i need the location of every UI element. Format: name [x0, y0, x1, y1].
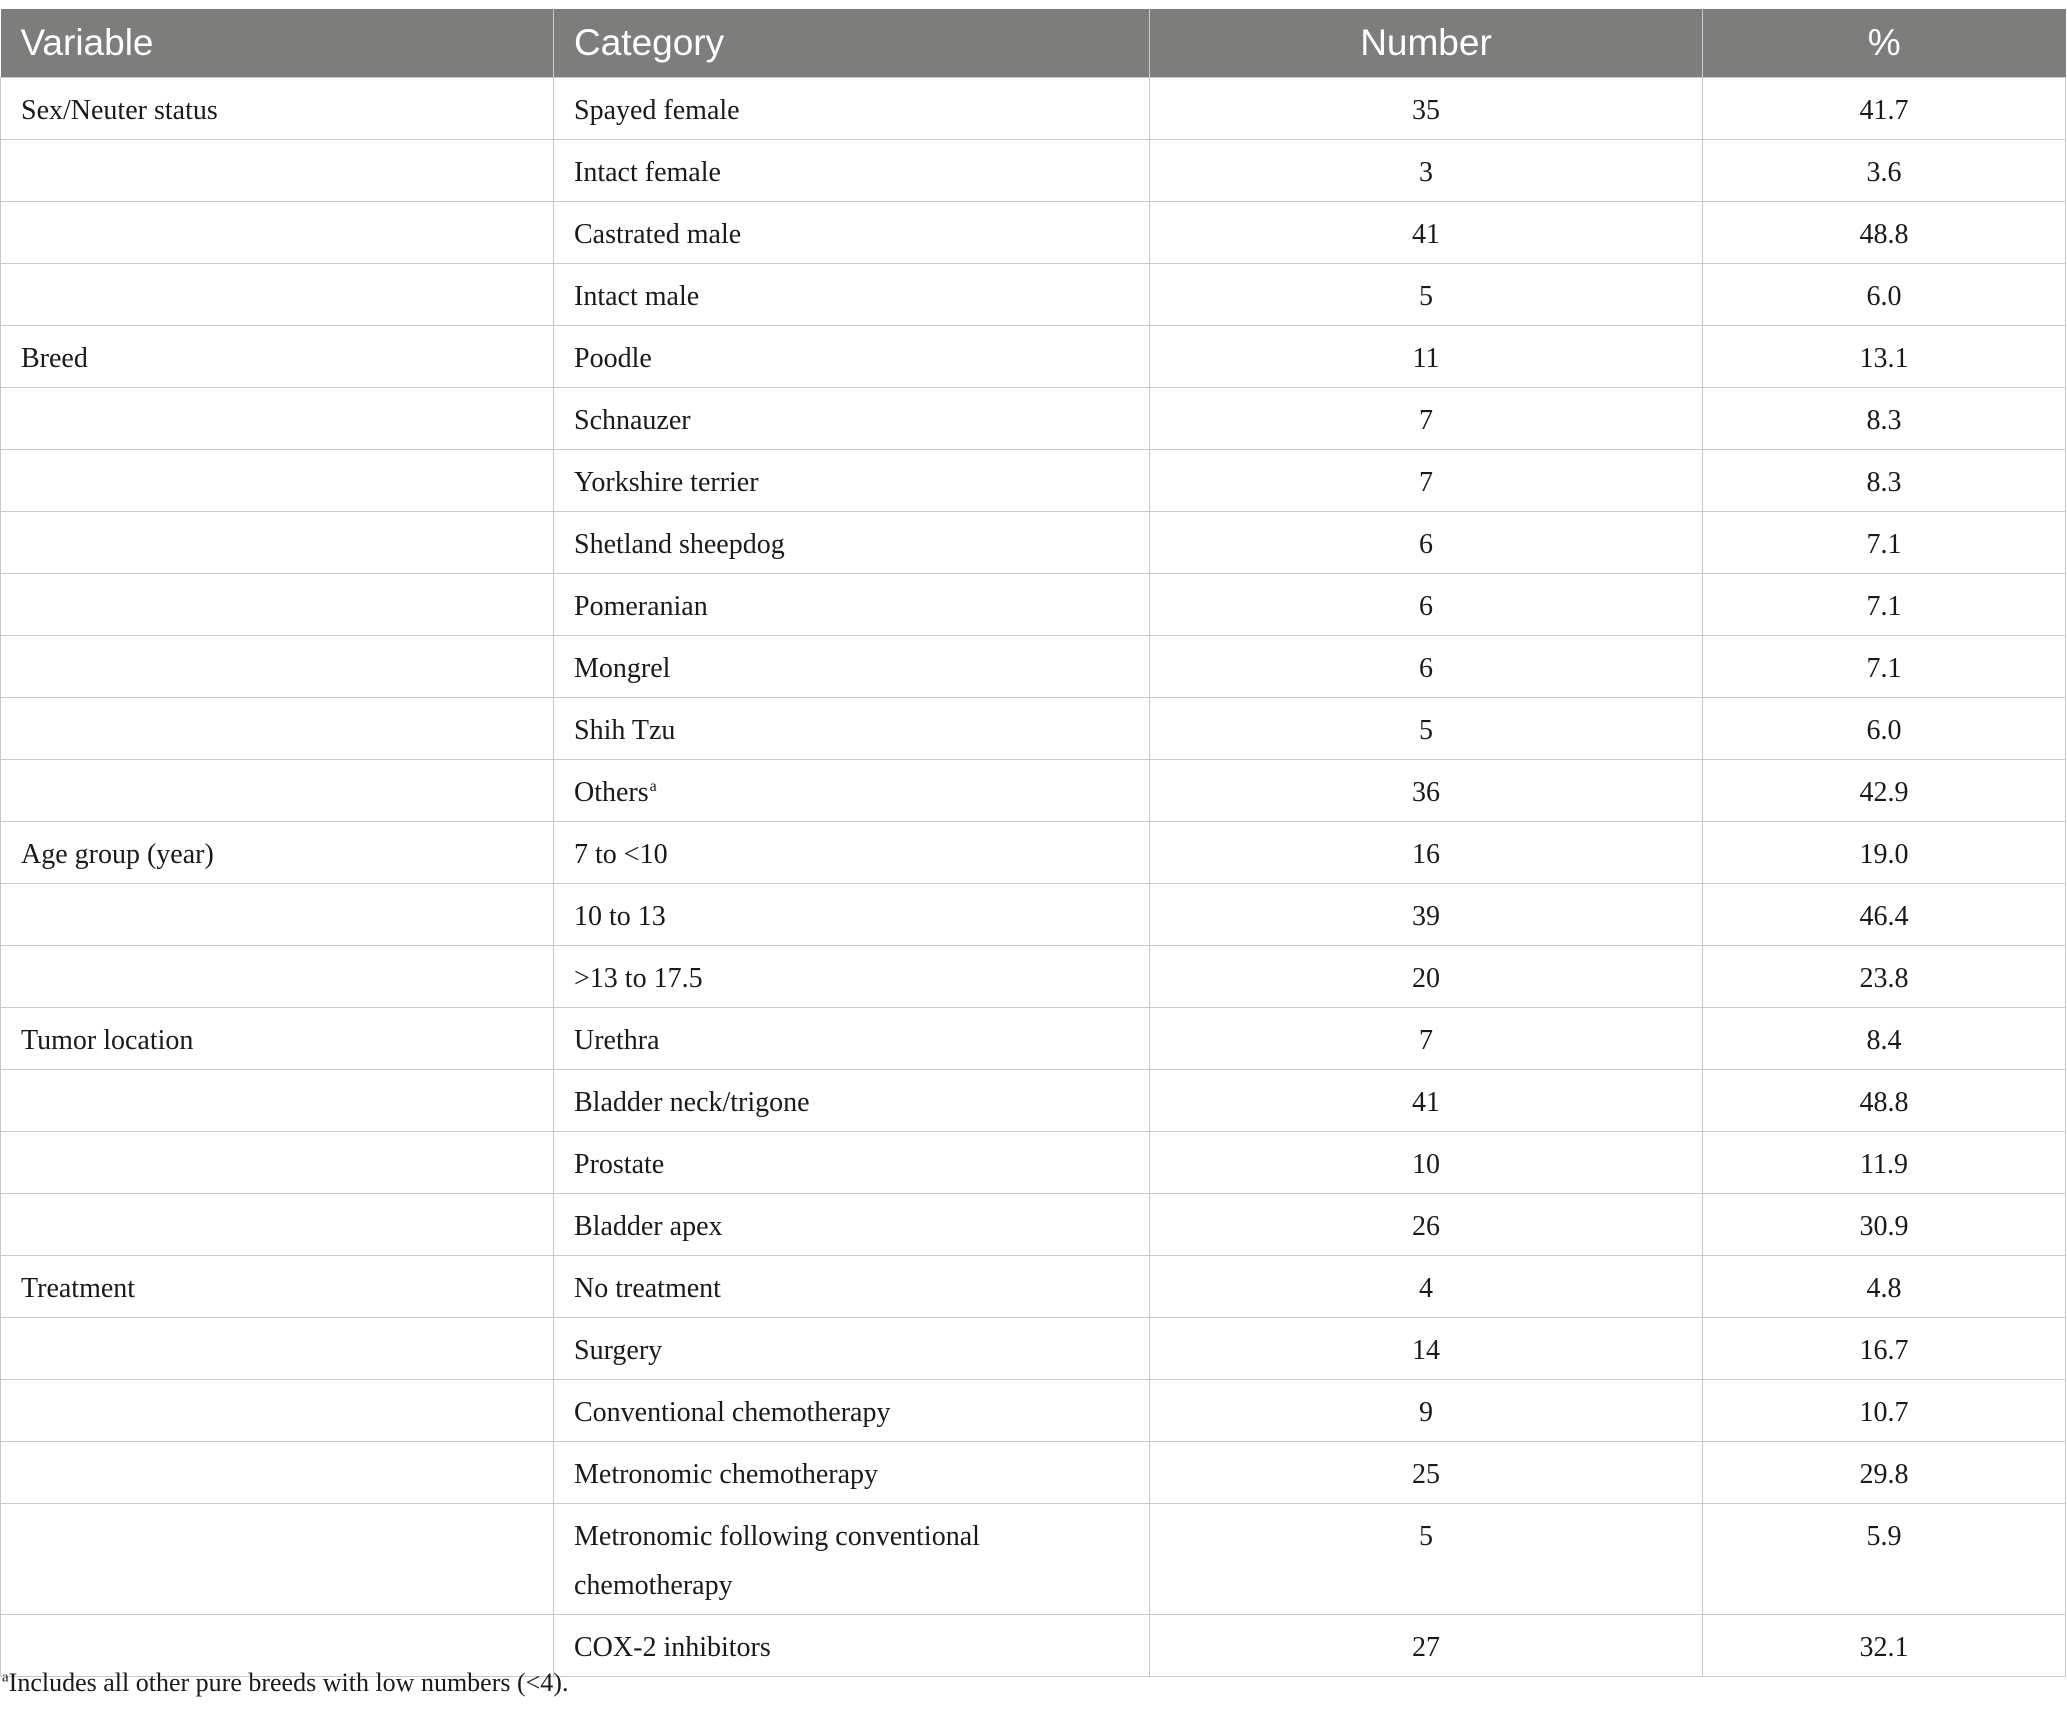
- cell-number: 25: [1150, 1442, 1703, 1504]
- table-body: [1, 78, 2066, 1677]
- cell-variable: [1, 202, 554, 264]
- cell-category-text: Yorkshire terrier: [574, 467, 759, 498]
- cell-number: 5: [1150, 698, 1703, 760]
- cell-number: 3: [1150, 140, 1703, 202]
- footnote-mark: a: [2, 1669, 9, 1686]
- cell-percent: 19.0: [1703, 822, 2066, 884]
- table-row: [1, 1380, 2066, 1442]
- cell-variable: [1, 450, 554, 512]
- table-row: [1, 1318, 2066, 1380]
- table-row: [1, 450, 2066, 512]
- cell-category-text: Shetland sheepdog: [574, 529, 785, 560]
- cell-percent: 32.1: [1703, 1615, 2066, 1677]
- cell-category-text: Prostate: [574, 1149, 665, 1180]
- cell-percent: 29.8: [1703, 1442, 2066, 1504]
- cell-variable: Treatment: [1, 1256, 554, 1318]
- cell-percent: 41.7: [1703, 78, 2066, 140]
- cell-number: 35: [1150, 78, 1703, 140]
- cell-category: [554, 1132, 1150, 1194]
- table-row: [1, 698, 2066, 760]
- table-row: [1, 1194, 2066, 1256]
- cell-percent: 8.3: [1703, 450, 2066, 512]
- cell-percent: 46.4: [1703, 884, 2066, 946]
- table-row: [1, 388, 2066, 450]
- cell-number: 7: [1150, 1008, 1703, 1070]
- cell-category-text: Intact female: [574, 157, 721, 188]
- table-row: [1, 822, 2066, 884]
- table-row: [1, 1008, 2066, 1070]
- cell-variable: [1, 884, 554, 946]
- cell-category-text: Surgery: [574, 1335, 663, 1366]
- cell-percent: 7.1: [1703, 636, 2066, 698]
- table-row: [1, 760, 2066, 822]
- cell-category-text: Spayed female: [574, 95, 740, 126]
- cell-percent: 48.8: [1703, 202, 2066, 264]
- cell-percent: 42.9: [1703, 760, 2066, 822]
- cell-category: [554, 1504, 1150, 1615]
- cell-percent: 13.1: [1703, 326, 2066, 388]
- cell-category: [554, 1008, 1150, 1070]
- cell-variable: Breed: [1, 326, 554, 388]
- cell-number: 39: [1150, 884, 1703, 946]
- cell-percent: 10.7: [1703, 1380, 2066, 1442]
- table-row: [1, 264, 2066, 326]
- cell-category: [554, 574, 1150, 636]
- header-percent: %: [1703, 9, 2066, 78]
- cell-category: [554, 698, 1150, 760]
- header-row: [1, 9, 2066, 78]
- cell-category: [554, 1615, 1150, 1677]
- cell-number: 4: [1150, 1256, 1703, 1318]
- table-row: [1, 574, 2066, 636]
- cell-category-text: Urethra: [574, 1025, 660, 1056]
- cell-variable: [1, 946, 554, 1008]
- cell-category-text: Pomeranian: [574, 591, 708, 622]
- cell-category-text: Mongrel: [574, 653, 671, 684]
- cell-category-text: Shih Tzu: [574, 715, 676, 746]
- cell-variable: [1, 388, 554, 450]
- table-row: [1, 1442, 2066, 1504]
- cell-number: 26: [1150, 1194, 1703, 1256]
- cell-variable: [1, 512, 554, 574]
- cell-category-text: Metronomic following conventional chemotherapy: [574, 1521, 980, 1601]
- cell-category: [554, 388, 1150, 450]
- cell-variable: [1, 1380, 554, 1442]
- cell-number: 16: [1150, 822, 1703, 884]
- table-row: [1, 140, 2066, 202]
- cell-category-text: Intact male: [574, 281, 700, 312]
- cell-percent: 4.8: [1703, 1256, 2066, 1318]
- cell-variable: [1, 1504, 554, 1615]
- cell-category: [554, 512, 1150, 574]
- table-header: [1, 9, 2066, 78]
- cell-percent: 6.0: [1703, 698, 2066, 760]
- cell-number: 9: [1150, 1380, 1703, 1442]
- cell-category-text: 7 to <10: [574, 839, 668, 870]
- cell-variable: Tumor location: [1, 1008, 554, 1070]
- cell-number: 41: [1150, 202, 1703, 264]
- cell-variable: [1, 574, 554, 636]
- table-row: [1, 1132, 2066, 1194]
- cell-category-text: Conventional chemotherapy: [574, 1397, 891, 1428]
- cell-category: [554, 264, 1150, 326]
- cell-variable: [1, 140, 554, 202]
- cell-percent: 8.3: [1703, 388, 2066, 450]
- cell-percent: 5.9: [1703, 1504, 2066, 1615]
- cell-category-text: Bladder apex: [574, 1211, 723, 1242]
- cell-number: 36: [1150, 760, 1703, 822]
- cell-category-text: Poodle: [574, 343, 652, 374]
- cell-category-text: No treatment: [574, 1273, 721, 1304]
- header-number: Number: [1150, 9, 1703, 78]
- cell-number: 6: [1150, 512, 1703, 574]
- table-row: [1, 512, 2066, 574]
- cell-category: [554, 884, 1150, 946]
- cell-category-text: Castrated male: [574, 219, 742, 250]
- cell-category-text: 10 to 13: [574, 901, 666, 932]
- cell-category: [554, 326, 1150, 388]
- table-row: [1, 946, 2066, 1008]
- table-row: [1, 636, 2066, 698]
- cell-category-text: Bladder neck/trigone: [574, 1087, 810, 1118]
- table-row: [1, 202, 2066, 264]
- cell-number: 27: [1150, 1615, 1703, 1677]
- cell-category-text: Metronomic chemotherapy: [574, 1459, 879, 1490]
- cell-number: 14: [1150, 1318, 1703, 1380]
- cell-number: 10: [1150, 1132, 1703, 1194]
- footnote-text: Includes all other pure breeds with low numbers (<4).: [8, 1668, 569, 1697]
- table-row: [1, 1504, 2066, 1615]
- table-row: [1, 1070, 2066, 1132]
- table-row: [1, 326, 2066, 388]
- cell-category: [554, 78, 1150, 140]
- header-variable: Variable: [1, 9, 554, 78]
- cell-number: 6: [1150, 636, 1703, 698]
- cell-category: [554, 450, 1150, 512]
- cell-category: [554, 202, 1150, 264]
- cell-variable: [1, 636, 554, 698]
- cell-category: [554, 760, 1150, 822]
- cell-percent: 11.9: [1703, 1132, 2066, 1194]
- cell-percent: 8.4: [1703, 1008, 2066, 1070]
- table-row: [1, 1256, 2066, 1318]
- cell-variable: [1, 698, 554, 760]
- cell-variable: [1, 1194, 554, 1256]
- cell-variable: [1, 264, 554, 326]
- cell-percent: 6.0: [1703, 264, 2066, 326]
- cell-percent: 16.7: [1703, 1318, 2066, 1380]
- cell-percent: 48.8: [1703, 1070, 2066, 1132]
- cell-variable: [1, 1070, 554, 1132]
- data-table-container: [0, 9, 2065, 1677]
- cell-percent: 7.1: [1703, 512, 2066, 574]
- cell-category: [554, 140, 1150, 202]
- footnote-reference: a: [649, 777, 657, 795]
- header-category: Category: [554, 9, 1150, 78]
- cell-percent: 23.8: [1703, 946, 2066, 1008]
- cell-percent: 3.6: [1703, 140, 2066, 202]
- table-footnote: [2, 1668, 568, 1698]
- cell-variable: Age group (year): [1, 822, 554, 884]
- cell-number: 7: [1150, 388, 1703, 450]
- cell-number: 6: [1150, 574, 1703, 636]
- cell-category-text: COX-2 inhibitors: [574, 1632, 771, 1663]
- cell-number: 7: [1150, 450, 1703, 512]
- cell-category: [554, 1194, 1150, 1256]
- table-row: [1, 884, 2066, 946]
- cell-percent: 7.1: [1703, 574, 2066, 636]
- cell-category: [554, 946, 1150, 1008]
- cell-number: 11: [1150, 326, 1703, 388]
- cell-variable: [1, 1132, 554, 1194]
- cell-category: [554, 636, 1150, 698]
- cell-variable: [1, 1442, 554, 1504]
- cell-category: [554, 822, 1150, 884]
- cell-number: 5: [1150, 264, 1703, 326]
- cell-number: 20: [1150, 946, 1703, 1008]
- cell-percent: 30.9: [1703, 1194, 2066, 1256]
- cell-category: [554, 1380, 1150, 1442]
- cell-category-text: >13 to 17.5: [574, 963, 703, 994]
- cell-number: 5: [1150, 1504, 1703, 1615]
- cell-variable: [1, 1318, 554, 1380]
- cell-category-text: Schnauzer: [574, 405, 691, 436]
- cell-category: [554, 1256, 1150, 1318]
- data-table: [0, 9, 2066, 1677]
- cell-variable: [1, 760, 554, 822]
- cell-number: 41: [1150, 1070, 1703, 1132]
- table-row: [1, 78, 2066, 140]
- cell-category: [554, 1070, 1150, 1132]
- cell-category-text: Others: [574, 777, 649, 808]
- cell-category: [554, 1318, 1150, 1380]
- cell-category: [554, 1442, 1150, 1504]
- cell-variable: Sex/Neuter status: [1, 78, 554, 140]
